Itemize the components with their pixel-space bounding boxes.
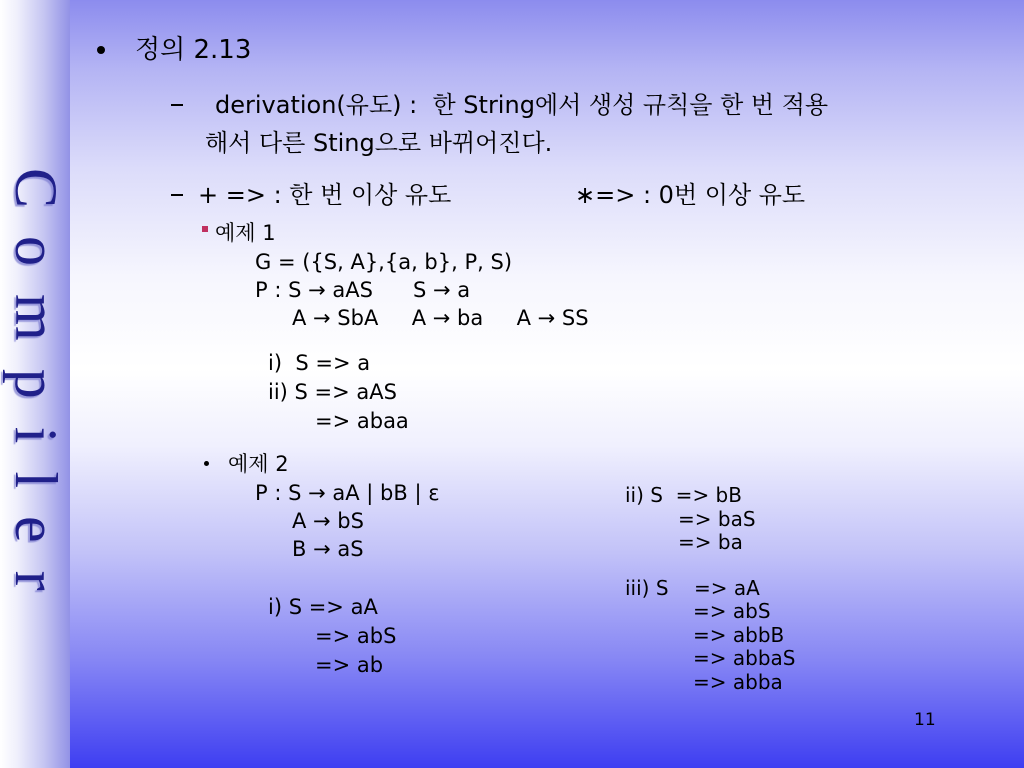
example2-derivation-ii-line: ii) S => bB — [625, 483, 742, 507]
example2-derivation-ii-line: => ba — [678, 530, 743, 554]
definition-title: 정의 2.13 — [135, 35, 252, 65]
example1-grammar-line: G = ({S, A},{a, b}, P, S) — [255, 250, 513, 274]
bullet-dot-icon — [97, 46, 105, 54]
example2-production-line: A → bS — [292, 509, 364, 533]
example2-derivation-i-line: => abS — [315, 624, 397, 648]
derivation-definition-line-2: 해서 다른 Sting으로 바뀌어진다. — [205, 129, 553, 157]
square-bullet-icon — [202, 226, 208, 232]
example1-grammar-line: A → SbA A → ba A → SS — [292, 306, 589, 330]
example2-derivation-iii-line: => abba — [693, 670, 783, 694]
side-title: Compiler — [3, 168, 69, 619]
page-number: 11 — [914, 710, 936, 730]
example1-title: 예제 1 — [215, 221, 276, 245]
example2-production-line: P : S → aA | bB | ε — [255, 481, 440, 505]
example1-grammar-line: P : S → aAS S → a — [255, 278, 471, 302]
dash-bullet-icon — [171, 194, 183, 196]
example1-derivation-line: => abaa — [315, 409, 409, 433]
example1-derivation-line: i) S => a — [268, 351, 371, 375]
example2-derivation-i-line: => ab — [315, 653, 384, 677]
example2-derivation-iii-line: => abbB — [693, 623, 785, 647]
example2-title: 예제 2 — [228, 452, 289, 476]
example2-derivation-iii-line: iii) S => aA — [625, 576, 760, 600]
derivation-definition-line-1: derivation(유도) : 한 String에서 생성 규칙을 한 번 적용 — [215, 91, 829, 119]
bullet-dot-icon — [204, 461, 209, 466]
zero-or-more-derivation-text: ∗=> : 0번 이상 유도 — [575, 181, 806, 209]
example2-derivation-ii-line: => baS — [678, 507, 756, 531]
example2-production-line: B → aS — [292, 537, 364, 561]
example2-derivation-iii-line: => abbaS — [693, 646, 796, 670]
example2-derivation-i-line: i) S => aA — [268, 595, 378, 619]
example2-derivation-iii-line: => abS — [693, 599, 771, 623]
one-or-more-derivation-text: + => : 한 번 이상 유도 — [198, 181, 452, 209]
example1-derivation-line: ii) S => aAS — [268, 380, 397, 404]
dash-bullet-icon — [171, 104, 183, 106]
